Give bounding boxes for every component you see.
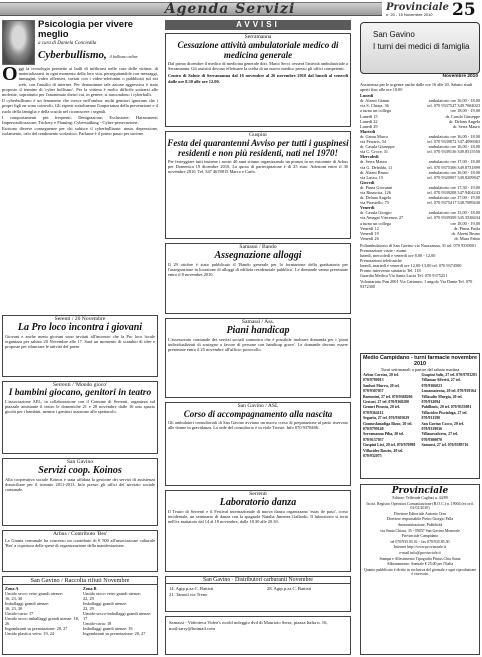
colophon-line: tel 070/935.85.01 - fax 070/935.85.50 (390, 539, 450, 544)
section-label: Samassi / Bando (239, 244, 277, 250)
section-headline: I bambini giocano, genitori in teatro (8, 388, 152, 398)
zone-line: Umido secco imballaggi grandi utenze: 18, 26 (5, 616, 79, 626)
zone-line: Umido secco vetro grandi utenze: (5, 591, 63, 596)
pharmacy-row: Serramanna Pilia, 20 tel. 070/9137037 (363, 432, 405, 442)
colophon-line: Internet http://www.provinciale.it (393, 545, 447, 550)
colophon-line: Amministrazione, Pubblicità (397, 522, 443, 527)
waste-collection-box (2, 576, 158, 655)
section-label: San Gavino · Distributori carburanti Novembre (166, 577, 350, 584)
section-headline: Cessazione attività ambulatoriale medico di medicina generale (177, 40, 339, 60)
pharmacy-row: Pabillonis, 20 tel. 070/9353081 (421, 405, 472, 410)
section-title: Agenda Servizi (164, 1, 296, 17)
pharmacy-row: Genuri Pirastu, 20 tel. 070/9364112 (363, 405, 400, 415)
doctor-name: via Rinascita, 126 (360, 189, 391, 195)
doctor-name: Lunedì (360, 93, 374, 99)
pharmacy-title: Medio Campidano - turni farmacie novembre 2010 (362, 355, 478, 367)
colophon-line: Stampa e Allestimento Tipografia Pintus Chia Santa (379, 556, 461, 561)
doctor-footer-line: Volontariato Pun 2001 Via Cattaneo, 1 angolo Via Dante Tel. 070 9372300 (360, 278, 473, 289)
pharmacy-row: Lunamatrona, 20 tel. 070/939164 (421, 389, 477, 394)
doctor-name: dr. Garau Marco (360, 133, 389, 139)
colophon-logo: Provinciale (391, 486, 449, 496)
doctor-name: via C. Croce, 31 (360, 149, 389, 155)
section-body: Dal primo dicembre il medico di medicina generale dott. Mario Secci cesserà l'attività ambulatoriale a Serramanna. Gli assistiti devono effettuare la scelta di un nuovo medico presso gli uffici competenti. (168, 61, 348, 72)
psychology-article (2, 66, 158, 310)
doctor-footer (360, 243, 480, 289)
zone-line: Imballaggi grandi utenze: 18 (83, 626, 133, 631)
doctor-name: dr. Pinna Giovanni (360, 184, 393, 190)
pharmacy-row: Villanovaforru, 27 tel. 070/9300070 (421, 432, 459, 442)
zone-line: Ingombranti su prenotazione: 20, 27 (83, 631, 146, 636)
section-body: La Giunta comunale ha concesso un contributo di € 500 all'associazione culturale 'Bes' a copertura delle spese di organizzazione della manifestazione. (5, 538, 155, 549)
doctor-name: dr. Delana Angela (360, 195, 391, 201)
doctor-hours: tel. 070 9339309 345.3538434 (427, 215, 480, 221)
doctor-hours: tel. 070 9339136 349.8515556 (427, 149, 480, 155)
doctor-name: via Ferraris, 54 (360, 139, 387, 145)
colophon-line: Iscriz. Registro Operatori Comunicazione (R.O.C.) n. 19004 (ex ord. 01/01/2010) (366, 501, 474, 511)
zone-line: Imballaggi grandi utenze: (83, 601, 128, 606)
zone-a-title: Zona A (5, 586, 19, 591)
doctor-hours: ambulatorio ore 16,00 - 18,00 (428, 144, 480, 150)
fuel-distributors-box (165, 576, 351, 612)
pharmacy-row: Guspini Lixi, 20 tel. 070/970998 (363, 443, 416, 448)
doctor-hours: ore 18,00 - 19,00 (450, 220, 480, 226)
psychology-author: a cura di Daniela Conciedda (38, 41, 97, 46)
proloco-box (2, 315, 158, 377)
doctor-hours: tel. 070 9320907 349.8209847 (427, 174, 480, 180)
doctor-name: a turno un collega (360, 108, 391, 114)
pharmacy-row: San Gavino Cocco, 20 tel. 070/9339036 (421, 421, 464, 432)
section-headline: Corso di accompagnamento alla nascita (183, 409, 333, 419)
section-label: Serramanna (244, 34, 272, 40)
drop-cap: O (2, 66, 18, 85)
zone-line: Ingombranti su prenotazione: 20, 27 (5, 626, 68, 631)
colophon-line: Abbonamento: Annuale € 25,00 per l'Italia (386, 562, 454, 567)
fuel-col-left (169, 586, 267, 597)
pharmacy-row: Guspini Salis, 27 tel. 070/9783283 (421, 373, 477, 377)
doctor-name: Lunedì 29 (360, 123, 378, 129)
arbus-box (2, 530, 158, 572)
samassi-handicap-notice (165, 318, 351, 398)
doctor-hours: tel. 070 9339872 347.4096963 (427, 139, 480, 145)
zone-line: Imballaggi grandi utenze: (5, 601, 50, 606)
doctor-hours: dr. Delana Angela (449, 118, 480, 124)
sangavino-asl-notice (165, 402, 351, 486)
waste-zones (3, 585, 157, 637)
doctor-name: dr. Casula Giuseppe (360, 144, 395, 150)
pharmacy-row: Samassi, 27 tel. 070/9389716 (421, 443, 469, 448)
section-label: Serrenti (249, 491, 267, 497)
doctor-name: Giovedì (360, 179, 375, 185)
doctor-name: via G. Deledda, 11 (360, 164, 393, 170)
doctors-month: Novembre 2010 (442, 74, 478, 79)
fuel-list (166, 584, 350, 599)
doctor-hours: dr. Mura Fabio (454, 235, 480, 241)
doctors-intro: Assistenza per le urgenze anche dalle ore 16 alle 20. Sabato studi aperti fino alle ore 10.00 (360, 82, 473, 93)
section-body: Il 29 ottobre è stato pubblicato il 'Bando generale per la formazione della graduatoria per l'assegnazione in locazione di alloggi di edilizia residenziale pubblica'. Le domande vanno presentate entro il 8 novembre 2010. (168, 262, 348, 278)
pharmacy-subtitle: Turni settimanali a partire dal sabato mattina (380, 367, 460, 372)
doctor-footer-line: Prenotazioni telefoniche (360, 258, 402, 264)
samassi-bando-notice (165, 243, 351, 314)
author-photo (2, 20, 35, 65)
section-headline: Festa dei quarantenni Avviso per tutti i guspinesi residenti e non più residenti, nati nel 1970! (167, 138, 349, 158)
article-paragraph: ggi la tecnologia permette ai bulli di infiltrarsi nelle case delle vittime, di materializzarsi in ogni momento della loro vita, perseguitandole con messaggi, immagini, video offensivi, inviati con i video-telefonini o pubblicati sui siti web, con l'ausilio di internet. Per denominare tale azione aggressiva è stato proposto il termine di 'cyber bullismo'. Per la vittima è molto difficile sottrarsi alle molestie, soprattutto per l'anonimato dietro cui, in genere, si nascondono i cyberbulli. (2, 66, 158, 98)
doctor-name: Lunedì 22 (360, 118, 378, 124)
pharmacy-row: Sanluri Murru, 20 tel. 070/9307057 (363, 383, 400, 394)
video-store-text: Samassi - Videoteca Video's world noleggio dvd di Maurizio Serra, piazza Italia n. 16, mail:sarry@hotmail.com (169, 620, 328, 631)
colophon-line: Editore: Tellerude Cagliari n. 44/89 (392, 496, 448, 500)
serramanna-notice (165, 33, 351, 127)
zone-line: 22, 29 (83, 606, 94, 611)
zone-line: Umido secco vetro grandi utenze: (83, 591, 141, 596)
doctors-header-box (360, 22, 480, 80)
koinos-box (2, 458, 158, 526)
zone-line: Umido-carta: 17 (5, 611, 34, 616)
article-paragraph: I comportamenti più frequenti: Denigrazione; Esclusione; Harassment; Impersonificazione; Trickery e Flaming; Cyberstalking - Cyber-persecuzione. (2, 114, 158, 126)
doctor-hours: tel. 070 9339208 347.9404243 (427, 189, 480, 195)
doctor-hours: dr. Alzeni Bruno (451, 230, 480, 236)
doctor-hours: ambulatorio ore 17,00 - 19,00 (428, 195, 480, 201)
zone-line: Umido plastica vetro: 19, 24 (5, 631, 55, 636)
doctors-title: I turni dei medici di famiglia (373, 42, 470, 51)
doctor-name: Venerdì 19 (360, 230, 379, 236)
section-headline: Piani handicap (226, 325, 290, 336)
doctor-name: Martedì (360, 128, 376, 134)
colophon-line: Direttore responsabile Pietro Giorgio Palla (386, 517, 454, 522)
doctor-footer-line: Pronto intervento sanitario Tel. 118 (360, 268, 421, 274)
doctor-hours: dr. Serra Mauro (452, 123, 480, 129)
page-header (0, 0, 482, 18)
pharmacy-row: Villasalto Murgia, 20 tel. 070/932094 (421, 394, 463, 405)
zone-line: 22, 29 (83, 596, 94, 601)
colophon-line: via Santa Chiara, 35 - 09037 San Gavino Monreale (380, 528, 460, 533)
zone-line: Umido-carta: 18 (83, 621, 112, 626)
mondo-gioco-box (2, 381, 158, 454)
page-number: 25 (452, 0, 476, 20)
doctor-name: dr. Casula Giorgio (360, 210, 392, 216)
newspaper-logo: Provinciale (386, 2, 449, 13)
pharmacy-rows (361, 372, 479, 461)
doctor-name: a turno un collega (360, 220, 391, 226)
headline-small: il bullismo online (109, 54, 138, 59)
doctor-name: via Amagai Vincenzo, 27 (360, 215, 404, 221)
pharmacy-row: Villamar Silvetti, 27 tel. 070/9306023 (421, 378, 461, 388)
article-paragraph: Il cyberbullismo è un fenomeno che cresce nell'ombra: molti genitori ignorano che i propri figli ne sono coinvolti. Gli esperti sottolineano l'importanza della prevenzione e il ruolo della famiglia e della scuola nel riconoscere i segnali. (2, 98, 158, 114)
doctor-footer-line: Poliambulatorio di San Gavino via Nuraxanna, 31 tel. 070 9339001 (360, 242, 477, 248)
section-body: Alla cooperativa sociale Koinos è stata affidata la gestione dei servizi di assistenza domiciliare per il triennio 2011-2013. Info presso gli uffici del servizio sociale comunale. (5, 477, 155, 493)
doctor-hours: tel. 070 9375306 349.8731899 (427, 164, 480, 170)
section-body: Per festeggiare tutti insieme i nostri 40 anni stiamo organizzando un pranzo in un ristorante di Arbus per Domenica 19 dicembre 2010. La quota di partecipazione è di 25 euro. Adesioni entro il 30 novembre 2010. Tel. 347 4678815 Marco e Carlo. (168, 159, 348, 175)
pharmacy-row: Arbus Corrias, 20 tel. 070/9780013 (363, 373, 399, 383)
doctor-footer-line: lunedì, mercoledì e venerdì ore 8,00 - 12,00 (360, 253, 436, 259)
colophon-line: e-mail info@provinciale.it (399, 550, 441, 555)
pharmacy-row: Segariu, 27 tel. 070/9305029 (363, 416, 410, 421)
zone-line: 16, 23, 30 (5, 606, 23, 611)
doctors-schedule (360, 82, 480, 289)
guspini-notice (165, 131, 351, 239)
doctor-name: dr. Alzeni Bruno (360, 169, 389, 175)
colophon-lines (363, 496, 477, 577)
section-office: Centro di Salute di Serramanna dal 16 novembre al 26 novembre 2010 dal lunedì al venerdì dalle ore 8.30 alle ore 12.00. (168, 73, 348, 84)
pharmacy-row: Villacidro Basciu, 20 tel. 070/932075 (363, 448, 404, 459)
fuel-entry: 28. Agip p.za C. Battisti (266, 586, 312, 591)
zone-b-title: Zona B (83, 586, 97, 591)
doctor-name: via Lussu, 15 (360, 174, 384, 180)
doctors-town: San Gavino (373, 30, 415, 39)
zone-b (80, 586, 155, 636)
doctor-hours: ambulatorio ore 17,00 - 18,00 (428, 159, 480, 165)
doctor-footer-line: lunedì, martedì e venerdì ore 12,00-13,00 tel. 070 9374500 (360, 263, 462, 269)
section-label: Serrenti / 'Mondo gioco' (52, 382, 108, 388)
doctor-name: Venerdì (360, 205, 375, 211)
doctor-name: dr. Serra Mauro (360, 159, 388, 165)
section-body: Gli ambulatori consultoriali di San Gavino avviano un nuovo corso di preparazione al parto riservato alle donne in gravidanza. La sede del consultorio è in viale Trieste. Info 070 9378466. (168, 420, 348, 431)
issue-date: n. 20 - 15 Novembre 2010 (386, 12, 433, 17)
section-headline: Laboratorio danza (219, 497, 297, 508)
doctor-hours: ore 18,00 - 19,00 (450, 108, 480, 114)
section-body: Giovani e anche meno giovani sono invitati all'incontro che la Pro loco locale organizza per sabato 20 Novembre alle 17. Sarà un momento di scambio di idee e proposte per rilanciare le attività del paese. (5, 334, 155, 350)
section-headline: Assegnazione alloggi (214, 250, 302, 261)
section-label: San Gavino (66, 459, 94, 465)
doctor-hours: dr. Pinna Paola (454, 225, 480, 231)
colophon-line: Provinciale Campidano (401, 534, 439, 539)
doctor-hours: ambulatorio ore 16,00 - 18,00 (428, 98, 480, 104)
section-body: L'associazione AEL, in collaborazione con il Comune di Serrenti, organizza sul piazzale antistante il teatro le domeniche 21 e 28 novembre dalle 16 uno spazio giochi per i bambini, mentre i genitori assistono allo spettacolo. (5, 399, 155, 415)
colophon-line: Direttore Editoriale Antonio Orru (393, 511, 447, 516)
doctor-name: dr. Alzeni Gianni (360, 98, 390, 104)
doctor-hours: ambulatorio ore 15,00 - 18,00 (428, 210, 480, 216)
psychology-title: Psicologia per vivere meglio (38, 19, 134, 40)
doctor-footer-line: Guardia Medica Via Santa Lucia Tel. 070 9375251 (360, 273, 448, 279)
fuel-col-right (267, 586, 347, 597)
doctor-name: Venerdì 12 (360, 225, 379, 231)
doctors-header-panel (360, 22, 480, 74)
section-label: Arbus / Contributo 'Bes' (52, 531, 108, 537)
headline-main: Cyberbullismo, (38, 49, 107, 61)
doctor-rows (360, 93, 480, 241)
pharmacy-row: Barumini, 27 tel. 070/9368206 (363, 394, 413, 399)
section-label: Samassi / Ass. (241, 319, 275, 325)
pharmacy-box (360, 353, 480, 479)
section-headline: La Pro loco incontra i giovani (17, 322, 143, 333)
avvisi-banner: AVVISI (165, 20, 351, 30)
pharmacy-row: Gonnosfanadiga Rizzo, 20 tel. 070/9799140 (363, 421, 413, 432)
zone-a (5, 586, 80, 636)
doctor-name: Mercoledì (360, 154, 379, 160)
fuel-entry: 14. Agip p.za C. Battisti (169, 586, 214, 591)
serrenti-danza-notice (165, 490, 351, 572)
zone-line: 16, 23, 30 (5, 596, 23, 601)
doctor-name: Venerdì 26 (360, 235, 379, 241)
doctor-hours: ambulatorio ore 16,00 - 18,00 (428, 169, 480, 175)
doctor-hours: tel. 070 9337527 349.7684023 (427, 103, 480, 109)
doctor-name: via Pirastello, 75 (360, 200, 389, 206)
zone-line: Umido-secco-imballaggi grandi utenze: 17 (83, 611, 152, 621)
doctor-hours: ambulatorio ore 17,30 - 19,00 (428, 184, 480, 190)
doctor-hours: tel. 070 9375417 338.7089430 (427, 200, 480, 206)
video-store-box (165, 616, 351, 655)
pharmacy-row: Villacidro Piscialoga, 27 tel. 070/931580 (421, 410, 468, 421)
section-body: Il Teatro di Serrenti e il Festival internazionale di nuova danza organizzano 'estas de paso', corso incidentale, un seminario di danza con la spagnola Natalia Jimenez Gallardo. Il laboratorio si terrà nell'ex mattatoio dal 14 al 18 novembre, dalle 18.30 alle 20.30. (168, 509, 348, 525)
section-label: San Gavino / Raccolta rifiuti Novembre (3, 577, 157, 585)
doctor-hours: dr. Casula Giuseppe (445, 113, 480, 119)
colophon-line: Quanto pubblicato è diritto in esclusiva del giornale e ogni riproduzione è riservata. (363, 567, 477, 577)
doctor-name: via S. Chiara, 36 (360, 103, 389, 109)
doctor-name: Lunedì 15 (360, 113, 378, 119)
doctor-row (360, 236, 480, 241)
article-paragraph: Esistono diverse conseguenze per chi subisce il cyberbullismo: ansia, depressione, isolamento, calo del rendimento scolastico. Parlarne è il primo passo per uscirne. (2, 126, 158, 137)
section-body: L'assessorato comunale dei servizi sociali comunica che è possibile inoltrare domanda per i 'piani individualizzati di sostegno a favore di persone con handicap grave'. Le domande devono essere presentate entro il 25 novembre all'ufficio protocollo. (168, 337, 348, 353)
fuel-entry: 21. Tamoil via Treno (169, 591, 208, 597)
doctor-hours: ambulatorio ore 16,00 - 18,00 (428, 133, 480, 139)
pharmacy-row: Gesturi, 27 tel. 070/9368200 (363, 400, 409, 405)
section-label: Guspini (249, 132, 267, 138)
section-label: San Gavino / ASL (237, 403, 279, 409)
psychology-headline (38, 49, 138, 61)
doctor-footer-line: Prenotazione visite - esami (360, 248, 407, 253)
colophon-box (360, 484, 480, 655)
section-label: Serenti / 20 Novembre (54, 316, 106, 322)
section-headline: Servizi coop. Koinos (38, 465, 122, 476)
